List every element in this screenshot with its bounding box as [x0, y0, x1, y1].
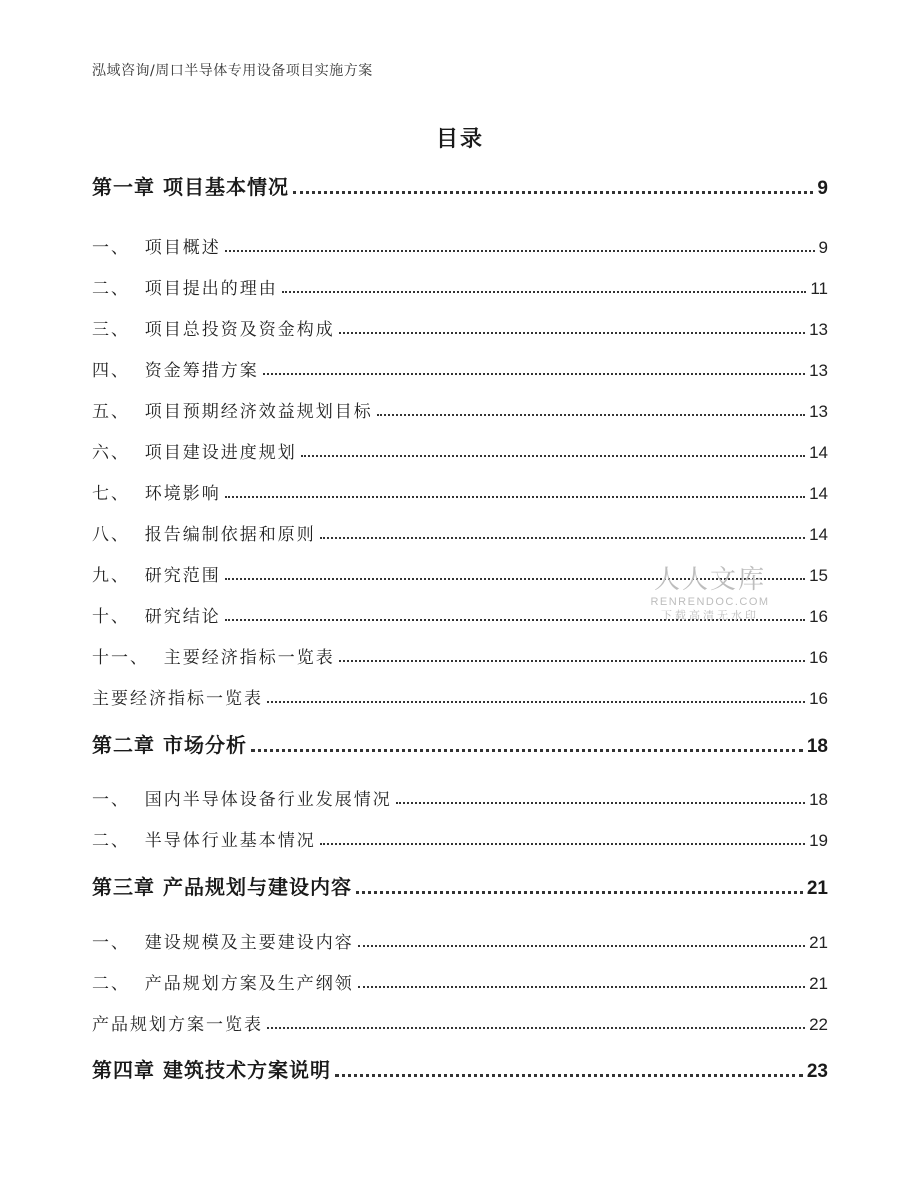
dot-leader — [225, 619, 805, 621]
dot-leader — [225, 578, 805, 580]
toc-entry-label: 七、 环境影响 — [92, 484, 221, 504]
dot-leader — [225, 496, 805, 498]
running-header: 泓域咨询/周口半导体专用设备项目实施方案 — [92, 63, 373, 79]
toc-entry[interactable] — [92, 780, 828, 810]
toc-entry-label: 四、 资金筹措方案 — [92, 361, 259, 381]
toc-entry[interactable] — [92, 821, 828, 851]
toc-entry[interactable] — [92, 597, 828, 627]
toc-title: 目录 — [435, 127, 484, 152]
toc-entry[interactable] — [92, 638, 828, 668]
toc-entry-page: 9 — [818, 238, 828, 257]
toc-entry-page: 21 — [809, 933, 828, 952]
toc-entry[interactable] — [92, 310, 828, 340]
toc-entry-label: 主要经济指标一览表 — [92, 689, 263, 709]
toc-entry[interactable] — [92, 679, 828, 709]
dot-leader — [320, 843, 805, 845]
toc-entry-label: 五、 项目预期经济效益规划目标 — [92, 402, 373, 422]
toc-entry-page: 19 — [809, 831, 828, 850]
toc-entry-label: 一、 国内半导体设备行业发展情况 — [92, 790, 392, 810]
dot-leader — [225, 250, 815, 252]
toc-entry-page: 21 — [809, 974, 828, 993]
toc-entry[interactable] — [92, 433, 828, 463]
toc-entry-label: 第三章 产品规划与建设内容 — [92, 875, 352, 899]
toc-entry-label: 第二章 市场分析 — [92, 733, 247, 757]
dot-leader — [263, 373, 805, 375]
toc-entry[interactable] — [92, 1005, 828, 1035]
dot-leader — [320, 537, 805, 539]
toc-entry[interactable] — [92, 170, 828, 200]
toc-entry-page: 22 — [809, 1015, 828, 1034]
toc-entry-page: 23 — [806, 1061, 828, 1082]
toc-entry-label: 二、 产品规划方案及生产纲领 — [92, 974, 354, 994]
dot-leader — [377, 414, 805, 416]
dot-leader — [396, 802, 805, 804]
toc-entry-page: 13 — [809, 320, 828, 339]
dot-leader — [356, 891, 803, 894]
toc-entry-page: 18 — [806, 736, 828, 757]
toc-entry-page: 16 — [809, 648, 828, 667]
toc-entry[interactable] — [92, 1053, 828, 1083]
dot-leader — [358, 945, 805, 947]
watermark-site: RENRENDOC.COM — [650, 596, 770, 608]
toc-entry-page: 21 — [806, 878, 828, 899]
toc-entry-label: 一、 项目概述 — [92, 238, 221, 258]
toc-entry-label: 十、 研究结论 — [92, 607, 221, 627]
toc-entry-label: 产品规划方案一览表 — [92, 1015, 263, 1035]
toc-entry[interactable] — [92, 728, 828, 758]
dot-leader — [301, 455, 805, 457]
toc-entry-label: 九、 研究范围 — [92, 566, 221, 586]
toc-entry[interactable] — [92, 228, 828, 258]
dot-leader — [339, 332, 805, 334]
dot-leader — [335, 1074, 803, 1077]
toc-entry[interactable] — [92, 392, 828, 422]
toc-entry-label: 十一、 主要经济指标一览表 — [92, 648, 335, 668]
toc-entry-label: 三、 项目总投资及资金构成 — [92, 320, 335, 340]
dot-leader — [339, 660, 805, 662]
watermark-slogan: 下载高清无水印 — [661, 609, 759, 622]
toc-entry-page: 13 — [809, 402, 828, 421]
dot-leader — [267, 701, 805, 703]
toc-entry-label: 二、 半导体行业基本情况 — [92, 831, 316, 851]
toc-entry[interactable] — [92, 515, 828, 545]
toc-entry-page: 9 — [817, 178, 828, 199]
dot-leader — [358, 986, 805, 988]
toc-entry-page: 16 — [809, 689, 828, 708]
toc-entry[interactable] — [92, 964, 828, 994]
toc-entry[interactable] — [92, 870, 828, 900]
toc-entry-page: 15 — [809, 566, 828, 585]
toc-entry-page: 14 — [809, 525, 828, 544]
toc-entry-page: 13 — [809, 361, 828, 380]
toc-entry-label: 八、 报告编制依据和原则 — [92, 525, 316, 545]
toc-entry-label: 二、 项目提出的理由 — [92, 279, 278, 299]
dot-leader — [251, 749, 803, 752]
dot-leader — [293, 191, 813, 194]
toc-entry[interactable] — [92, 923, 828, 953]
toc-entry-page: 11 — [810, 279, 828, 298]
toc-entry-label: 第四章 建筑技术方案说明 — [92, 1058, 331, 1082]
toc-entry[interactable] — [92, 269, 828, 299]
toc-entry-page: 18 — [809, 790, 828, 809]
toc-entry-page: 14 — [809, 443, 828, 462]
toc-entry-label: 一、 建设规模及主要建设内容 — [92, 933, 354, 953]
toc-entry-label: 第一章 项目基本情况 — [92, 175, 289, 199]
dot-leader — [267, 1027, 805, 1029]
toc-entry[interactable] — [92, 556, 828, 586]
watermark-logo: 人人文库 — [653, 565, 766, 595]
toc-entry[interactable] — [92, 474, 828, 504]
toc-entry-page: 14 — [809, 484, 828, 503]
toc-entry-label: 六、 项目建设进度规划 — [92, 443, 297, 463]
toc-entry[interactable] — [92, 351, 828, 381]
dot-leader — [282, 291, 807, 293]
toc-entry-page: 16 — [809, 607, 828, 626]
